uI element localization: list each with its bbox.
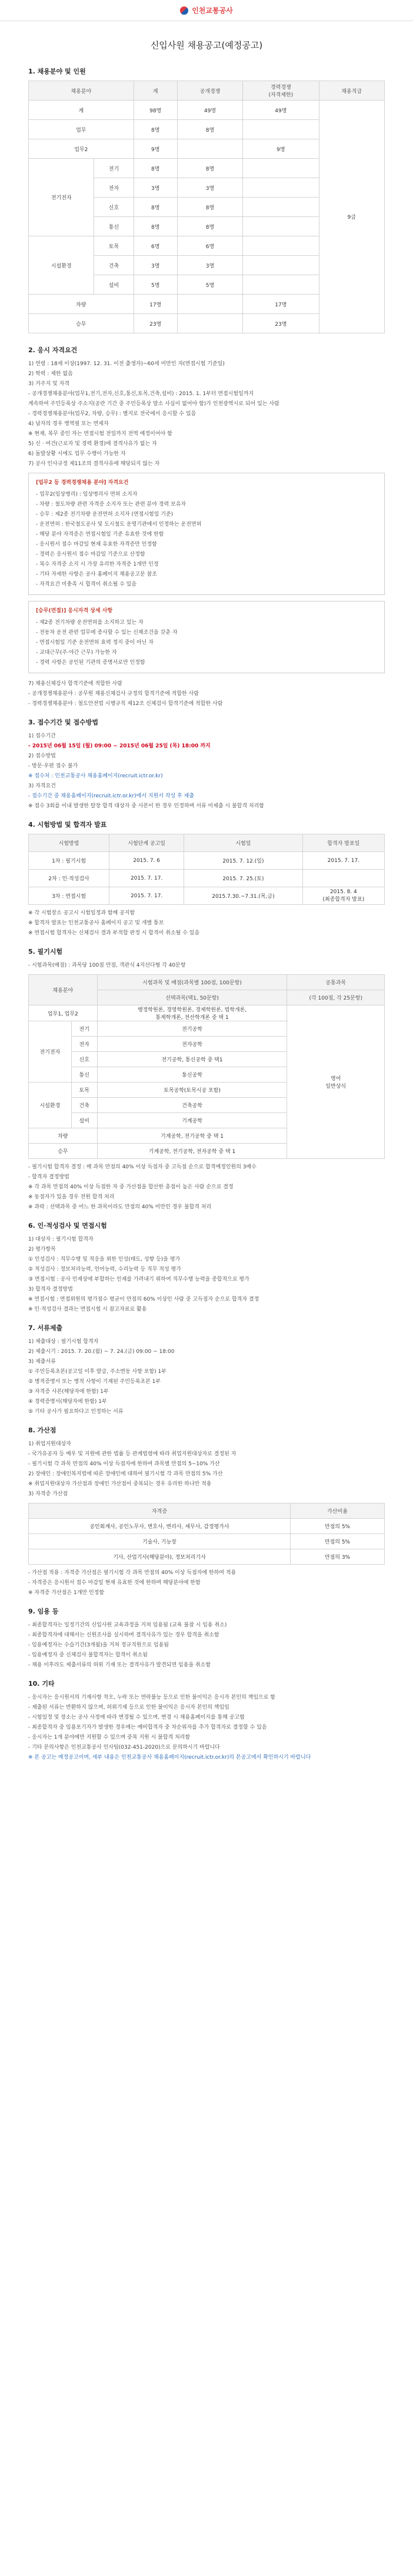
text-line: ※ 과락 : 선택과목 중 어느 한 과목이라도 만점의 40% 미만인 경우 불합격 처리	[28, 1204, 212, 1210]
text-line: - 자격요건 미충족 시 합격이 취소될 수 있음	[36, 582, 137, 587]
table-cell: 2015. 7. 17.	[109, 887, 184, 905]
table-cell: 행정학원론, 경영학원론, 경제학원론, 법학개론, 통계학개론, 전산학개론 중 택 1	[97, 1005, 287, 1021]
text-line: - 합격자 결정방법	[28, 1174, 69, 1180]
text-line: 3) 거주지 및 자격	[28, 381, 69, 387]
schedule-header-cell: 시험단계 공고일	[109, 834, 184, 852]
table-cell: 2차 : 인·적성검사	[29, 870, 109, 887]
table-cell: 전기	[71, 1021, 97, 1037]
text-line: - 필기시험 합격자 결정 : 매 과목 만점의 40% 이상 득점자 중 고득점 순으로 합격예정인원의 3배수	[28, 1164, 257, 1170]
table-cell: 계	[29, 101, 134, 120]
exam-subjects-body	[29, 1005, 385, 1159]
text-line: 1) 취업지원대상자	[28, 1441, 71, 1447]
table-row	[29, 101, 385, 120]
table-cell: 8명	[177, 198, 242, 217]
table-cell: 시설환경	[29, 236, 94, 295]
table-cell: 8명	[177, 159, 242, 178]
section-5-lines	[28, 1162, 385, 1212]
text-line: - 국가유공자 등 예우 및 지원에 관한 법률 등 관계법령에 따라 취업지원대상자로 결정된 자	[28, 1451, 237, 1457]
text-line: - 기타 자세한 사항은 공사 홈페이지 채용공고문 참조	[36, 572, 157, 577]
table-row	[29, 1005, 385, 1021]
col-grade: 채용직급	[319, 81, 384, 101]
table-cell: 8명	[134, 198, 177, 217]
table-cell: 토목	[71, 1082, 97, 1098]
text-line: ④ 경력증명서(해당자에 한함) 1부	[28, 1399, 107, 1405]
text-line: ※ 접수처 : 인천교통공사 채용홈페이지(recruit.ictr.or.kr)	[28, 773, 163, 779]
text-line: - 기타 문의사항은 인천교통공사 인사팀(032-451-2020)으로 문의하시기 바랍니다	[28, 1745, 220, 1750]
table-cell: 기사, 산업기사(해당분야), 정보처리기사	[29, 1549, 291, 1565]
section-10-heading: 10. 기타	[28, 1680, 55, 1688]
table-row	[29, 1534, 385, 1549]
table-row	[29, 852, 385, 870]
text-line: - 최종합격자 중 임용포기자가 발생한 경우에는 예비합격자 중 차순위자를 추가 합격자로 결정할 수 있음	[28, 1725, 267, 1730]
section-3-lines	[28, 731, 385, 811]
text-line: - 임용예정자 중 신체검사 불합격자는 합격이 취소됨	[28, 1652, 148, 1658]
table-cell: 시설환경	[29, 1082, 72, 1128]
text-line: - 제2종 전기차량 운전면허를 소지하고 있는 자	[36, 620, 144, 626]
exam-col-field: 채용분야	[29, 975, 98, 1005]
schedule-header-cell: 시험방법	[29, 834, 109, 852]
section-2-lines-2	[28, 679, 385, 709]
section-8-lines-2	[28, 1568, 385, 1598]
bonus-table-body	[29, 1519, 385, 1565]
text-line: ② 적성검사 : 정보처리능력, 언어능력, 수리능력 등 직무 적성 평가	[28, 1267, 181, 1272]
text-line: 3) 자격요건	[28, 783, 56, 789]
table-cell: 토목	[94, 236, 134, 256]
text-line: ※ 접수 3회를 이내 발생한 탈장 합격 대상자 중 사본이 한 경우 인정하며 서류 미제출 시 불합격 처리함	[28, 803, 264, 809]
text-line: - 교대근무(주·야간 근무) 가능한 자	[36, 650, 117, 656]
text-line: - 경력경쟁채용분야(업무2, 차량, 승무) : 별지로 전국에서 응시할 수 있음	[28, 411, 196, 417]
table-cell: 기계공학, 전기공학 중 택 1	[97, 1128, 287, 1144]
text-line: ※ 본 공고는 예정공고이며, 세부 내용은 인천교통공사 채용홈페이지(recruit.ictr.or.kr)의 본공고에서 확인하시기 바랍니다	[28, 1755, 311, 1760]
table-cell	[302, 870, 384, 887]
table-cell: 1차 : 필기시험	[29, 852, 109, 870]
table-cell: 17명	[134, 295, 177, 314]
text-line: - 공개경쟁채용분야 : 공무원 채용신체검사 규정의 합격기준에 적합한 사람	[28, 691, 199, 697]
crew-box-lines	[36, 618, 377, 668]
section-2-lines	[28, 359, 385, 469]
text-line: - 응시자는 1개 분야에만 지원할 수 있으며 중복 지원 시 불합격 처리함	[28, 1735, 191, 1740]
table-cell: 2015. 7. 12.(일)	[184, 852, 303, 870]
text-line: 7) 채용신체검사 합격기준에 적합한 사람	[28, 681, 122, 687]
table-cell: 전자공학	[97, 1037, 287, 1052]
table-cell: 기계공학	[97, 1113, 287, 1128]
text-line: ② 병적증명서 또는 병적 사항이 기재된 주민등록초본 1부	[28, 1379, 161, 1385]
logo-text: 인천교통공사	[192, 6, 233, 15]
table-cell	[177, 295, 242, 314]
table-cell: 6명	[177, 236, 242, 256]
table-cell	[177, 139, 242, 159]
table-cell: 차량	[29, 295, 134, 314]
table-cell: 공인회계사, 공인노무사, 변호사, 변리사, 세무사, 감정평가사	[29, 1519, 291, 1534]
exam-col-elective: 선택과목(택1, 50문항)	[97, 990, 287, 1005]
exam-col-common: 공통과목	[287, 975, 385, 990]
table-cell	[243, 275, 319, 295]
section-3-heading: 3. 접수기간 및 접수방법	[28, 719, 98, 726]
col-open: 공개경쟁	[177, 81, 242, 101]
text-line: 2) 접수방법	[28, 753, 56, 759]
table-cell: 전기공학, 통신공학 중 택1	[97, 1052, 287, 1067]
section-6-lines	[28, 1235, 385, 1315]
text-line: - 시험일정 및 장소는 공사 사정에 따라 변경될 수 있으며, 변경 시 채용홈페이지를 통해 공고함	[28, 1715, 245, 1720]
notice-content	[0, 66, 413, 1763]
text-line: 4) 남자의 경우 병역필 또는 면제자	[28, 421, 109, 427]
text-line: 3) 합격자 결정방법	[28, 1287, 73, 1292]
text-line: 5) 신 · 여건(근로자 및 경력 환경)에 결격사유가 없는 자	[28, 441, 157, 447]
text-line: 3) 제출서류	[28, 1359, 56, 1365]
text-line: ① 주민등록초본(공고일 이후 발급, 주소변동 사항 포함) 1부	[28, 1369, 166, 1375]
text-line: 계속하여 주민등록상 주소지(공란 기간 중 주민등록상 말소 사실이 없어야 함)가 인천광역시로 되어 있는 사람	[28, 401, 279, 407]
bonus-col-cert: 자격증	[29, 1503, 291, 1519]
text-line: - 최종합격자에 대해서는 신원조사를 실시하며 결격사유가 있는 경우 합격을 취소함	[28, 1632, 219, 1638]
page-title: 신입사원 채용공고(예정공고)	[150, 40, 263, 51]
table-cell: 전기공학	[97, 1021, 287, 1037]
text-line: - 승무 : 제2종 전기차량 운전면허 소지자 (면접시험일 기준)	[36, 512, 174, 517]
section-7-heading: 7. 서류제출	[28, 1324, 63, 1332]
table-cell: 통신	[94, 217, 134, 236]
text-line: - 복수 자격증 소지 시 가장 유리한 자격증 1개만 인정	[36, 562, 159, 567]
text-line: ※ 자격증 가산점은 1개만 인정함	[28, 1590, 105, 1596]
table-cell: 전기전자	[29, 159, 94, 236]
table-cell: 49명	[243, 101, 319, 120]
text-line: ① 인성검사 : 직무수행 및 적응을 위한 인성(태도, 성향 등)을 평가	[28, 1257, 181, 1262]
table-cell: 23명	[243, 314, 319, 333]
table-cell: 기술사, 기능장	[29, 1534, 291, 1549]
bonus-col-rate: 가산비율	[291, 1503, 385, 1519]
table-row	[29, 887, 385, 905]
recruitment-table	[28, 81, 385, 333]
table-cell: 17명	[243, 295, 319, 314]
text-line: - 면접시험일 기준 운전면허 효력 정지 중이 아닌 자	[36, 640, 154, 646]
table-cell: 2015. 7. 17.	[302, 852, 384, 870]
text-line: - 업무2(임상병리) : 임상병리사 면허 소지자	[36, 492, 138, 497]
table-cell	[243, 256, 319, 275]
text-line: ※ 동점자가 있을 경우 전원 합격 처리	[28, 1194, 115, 1200]
table-cell: 영어 일반상식	[287, 1005, 385, 1159]
schedule-header-cell: 시험일	[184, 834, 303, 852]
career-box-lines	[36, 490, 377, 590]
text-line: - 제출된 서류는 반환하지 않으며, 허위기재 등으로 인한 불이익은 응시자 본인의 책임임	[28, 1705, 229, 1710]
table-cell: 6명	[134, 236, 177, 256]
table-cell: 승무	[29, 1144, 98, 1159]
text-line: 3) 자격증 가산점	[28, 1491, 68, 1497]
text-line: - 임용예정자는 수습기간(3개월)을 거쳐 정규직원으로 임용됨	[28, 1642, 169, 1648]
table-cell: 설비	[94, 275, 134, 295]
table-cell: 8명	[134, 217, 177, 236]
table-cell: 신호	[71, 1052, 97, 1067]
text-line: - 2015년 06월 15일 (월) 09:00 ~ 2015년 06월 25일 (목) 18:00 까지	[28, 743, 211, 749]
section-6-heading: 6. 인·적성검사 및 면접시험	[28, 1222, 107, 1229]
recruitment-table-body	[29, 101, 385, 333]
table-cell: 3명	[134, 178, 177, 198]
text-line: 1) 접수기간	[28, 733, 56, 739]
text-line: ③ 자격증 사본(해당자에 한함) 1부	[28, 1389, 109, 1395]
table-row	[29, 870, 385, 887]
section-5-heading: 5. 필기시험	[28, 948, 63, 955]
crew-box-title: [승무(면접)] 응시자격 상세 사항	[36, 608, 113, 614]
table-cell: 98명	[134, 101, 177, 120]
text-line: - 전동차 운전 관련 업무에 종사할 수 있는 신체조건을 갖춘 자	[36, 630, 178, 636]
section-9-heading: 9. 임용 등	[28, 1608, 59, 1615]
text-line: ※ 현재, 복무 중인 자는 면접시험 전일까지 전역 예정이어야 함	[28, 431, 172, 437]
table-cell: 토목공학(토목시공 포함)	[97, 1082, 287, 1098]
exam-col-common-sub: (각 100점, 각 25문항)	[287, 990, 385, 1005]
table-cell: 49명	[177, 101, 242, 120]
text-line: 1) 연령 : 18세 이상(1997. 12. 31. 이전 출생자)~60세 미만인 자(면접시험 기준일)	[28, 361, 225, 367]
table-cell: 건축	[71, 1098, 97, 1113]
logo[interactable]	[180, 5, 233, 15]
text-line: 2) 제출시기 : 2015. 7. 20.(월) ~ 7. 24.(금) 09:00 ~ 18:00	[28, 1349, 175, 1355]
text-line: ※ 각 시험장소 공고시 시험일정과 함께 공지함	[28, 910, 135, 916]
text-line: - 접수기간 중 채용홈페이지(recruit.ictr.or.kr)에서 지원서 작성 후 제출	[28, 793, 195, 799]
table-cell: 2015.7.30.~7.31.(목,금)	[184, 887, 303, 905]
table-cell: 9급	[319, 101, 384, 333]
table-cell: 전기전자	[29, 1021, 72, 1082]
table-cell	[243, 236, 319, 256]
schedule-header-cell: 합격자 발표일	[302, 834, 384, 852]
logo-mark-icon	[180, 6, 188, 15]
table-cell: 5명	[177, 275, 242, 295]
table-cell: 9명	[243, 139, 319, 159]
text-line: - 경력은 응시원서 접수 마감일 기준으로 산정함	[36, 552, 145, 557]
table-cell: 만점의 5%	[291, 1519, 385, 1534]
text-line: - 자격증은 응시원서 접수 마감일 현재 유효한 것에 한하며 해당분야에 한함	[28, 1580, 201, 1586]
section-2-heading: 2. 응시 자격요건	[28, 346, 78, 354]
table-cell: 설비	[71, 1113, 97, 1128]
table-cell: 9명	[134, 139, 177, 159]
career-requirements-box	[28, 473, 385, 595]
text-line: ※ 각 과목 만점의 40% 이상 득점한 자 중 가산점을 합산한 총점이 높은 사람 순으로 결정	[28, 1184, 234, 1190]
table-cell: 만점의 3%	[291, 1549, 385, 1565]
table-cell: 신호	[94, 198, 134, 217]
text-line: ※ 면접시험 합격자는 신체검사 결과 부적합 판정 시 합격이 취소될 수 있음	[28, 930, 200, 936]
site-header	[0, 0, 413, 21]
col-career: 경력경쟁 (자격제한)	[243, 81, 319, 101]
text-line: - 운전면허 : 한국철도공사 및 도시철도 운영기관에서 인정하는 운전면허	[36, 522, 202, 527]
section-10-lines	[28, 1693, 385, 1763]
section-8-lines	[28, 1439, 385, 1499]
table-cell: 승무	[29, 314, 134, 333]
text-line: 2) 평가항목	[28, 1247, 56, 1252]
table-cell: 업무1, 업무2	[29, 1005, 98, 1021]
section-8-heading: 8. 가산점	[28, 1426, 56, 1434]
col-total: 계	[134, 81, 177, 101]
table-cell	[243, 178, 319, 198]
table-cell: 업무	[29, 120, 134, 139]
table-cell: 통신	[71, 1067, 97, 1082]
text-line: 6) 돌발상황 시에도 업무 수행이 가능한 자	[28, 451, 126, 457]
text-line: - 공개경쟁채용분야(업무1,전기,전자,신호,통신,토목,건축,설비) : 2015. 1. 1부터 면접시험일까지	[28, 391, 254, 397]
table-cell: 만점의 5%	[291, 1534, 385, 1549]
table-cell: 2015. 7. 25.(토)	[184, 870, 303, 887]
table-row	[29, 1519, 385, 1534]
table-cell	[243, 198, 319, 217]
text-line: 2) 장애인 : 장애인복지법에 따른 장애인에 대하여 필기시험 각 과목 만점의 5% 가산	[28, 1471, 223, 1477]
table-cell: 기계공학, 전기공학, 전자공학 중 택 1	[97, 1144, 287, 1159]
text-line: ※ 취업지원대상자 가산점과 장애인 가산점이 중복되는 경우 유리한 하나만 적용	[28, 1481, 212, 1487]
text-line: - 최종합격자는 일정기간의 신입사원 교육과정을 거쳐 임용됨 (교육 불참 시 임용 취소)	[28, 1622, 227, 1628]
crew-requirements-box	[28, 601, 385, 673]
text-line: - 필기시험 각 과목 만점의 40% 이상 득점자에 한하여 과목별 만점의 5~10% 가산	[28, 1461, 220, 1467]
table-cell: 8명	[134, 120, 177, 139]
table-cell: 3명	[177, 178, 242, 198]
table-cell: 8명	[134, 159, 177, 178]
schedule-table	[28, 834, 385, 905]
section-4-heading: 4. 시험방법 및 합격자 발표	[28, 821, 107, 828]
exam-subjects-table	[28, 974, 385, 1159]
text-line: - 방문·우편 접수 불가	[28, 763, 78, 769]
text-line: ※ 인·적성검사 결과는 면접시험 시 참고자료로 활용	[28, 1307, 147, 1312]
section-1-heading: 1. 채용분야 및 인원	[28, 68, 86, 75]
table-cell: 8명	[177, 120, 242, 139]
table-cell: 3명	[134, 256, 177, 275]
table-cell	[243, 120, 319, 139]
table-cell: 5명	[134, 275, 177, 295]
table-row	[29, 1549, 385, 1565]
text-line: ※ 면접시험 : 면접위원의 평가점수 평균이 만점의 60% 이상인 사람 중 고득점자 순으로 합격자 결정	[28, 1297, 259, 1302]
table-cell: 3명	[177, 256, 242, 275]
text-line: - 응시자는 응시원서의 기재사항 착오, 누락 또는 연락불능 등으로 인한 불이익은 응시자 본인의 책임으로 함	[28, 1695, 276, 1700]
table-cell: 건축	[94, 256, 134, 275]
text-line: - 경력 사항은 공인된 기관의 증명서로만 인정함	[36, 660, 145, 666]
text-line: ③ 면접시험 : 공사 인재상에 부합하는 인재를 가려내기 위하여 직무수행 능력을 종합적으로 평가	[28, 1277, 249, 1282]
table-cell: 8명	[177, 217, 242, 236]
table-cell: 건축공학	[97, 1098, 287, 1113]
section-7-lines	[28, 1337, 385, 1417]
text-line: ⑤ 기타 공사가 필요하다고 인정하는 서류	[28, 1409, 124, 1415]
section-9-lines	[28, 1621, 385, 1670]
col-field: 채용분야	[29, 81, 134, 101]
table-cell: 2015. 7. 17.	[109, 870, 184, 887]
text-line: 2) 학력 : 제한 없음	[28, 371, 73, 377]
table-cell: 전자	[94, 178, 134, 198]
table-cell: 업무2	[29, 139, 134, 159]
section-4-notes	[28, 908, 385, 938]
table-cell: 통신공학	[97, 1067, 287, 1082]
bonus-table	[28, 1503, 385, 1565]
schedule-table-header	[29, 834, 385, 852]
text-line: 1) 제출대상 : 필기시험 합격자	[28, 1339, 99, 1345]
exam-col-subjects: 시험과목 및 배점(과목별 100점, 100문항)	[97, 975, 287, 990]
table-cell: 3차 : 면접시험	[29, 887, 109, 905]
text-line: - 경력경쟁채용분야 : 철도안전법 시행규칙 제12조 신체검사 합격기준에 적합한 사람	[28, 701, 223, 707]
text-line: 7) 공사 인사규정 제11조의 결격사유에 해당되지 않는 자	[28, 461, 160, 467]
table-cell: 전자	[71, 1037, 97, 1052]
text-line: - 채용 이후라도 제출서류의 허위 기재 또는 결격사유가 발견되면 임용을 취소함	[28, 1662, 211, 1668]
text-line: - 가산점 적용 : 자격증 가산점은 필기시험 각 과목 만점의 40% 이상 득점자에 한하여 적용	[28, 1570, 237, 1576]
text-line: - 차량 : 철도차량 관련 자격증 소지자 또는 관련 분야 경력 보유자	[36, 502, 186, 507]
table-cell: 2015. 7. 6	[109, 852, 184, 870]
table-cell: 차량	[29, 1128, 98, 1144]
text-line: - 해당 분야 자격증은 면접시험일 기준 유효한 것에 한함	[36, 532, 164, 537]
schedule-table-body	[29, 852, 385, 905]
table-cell	[243, 159, 319, 178]
table-cell	[243, 217, 319, 236]
text-line: 1) 대상자 : 필기시험 합격자	[28, 1237, 94, 1242]
table-cell: 2015. 8. 4 (최종합격자 발표)	[302, 887, 384, 905]
exam-intro: - 시험과목(배점) : 과목당 100점 만점, 객관식 4지선다형 각 40문항	[28, 963, 186, 968]
table-cell	[177, 314, 242, 333]
career-box-title: [업무2 등 경력경쟁채용 분야] 자격요건	[36, 480, 129, 486]
table-cell: 23명	[134, 314, 177, 333]
text-line: - 응시원서 접수 마감일 현재 유효한 자격증만 인정함	[36, 542, 157, 547]
text-line: ※ 합격자 발표는 인천교통공사 홈페이지 공고 및 개별 통보	[28, 920, 164, 926]
table-cell: 전기	[94, 159, 134, 178]
